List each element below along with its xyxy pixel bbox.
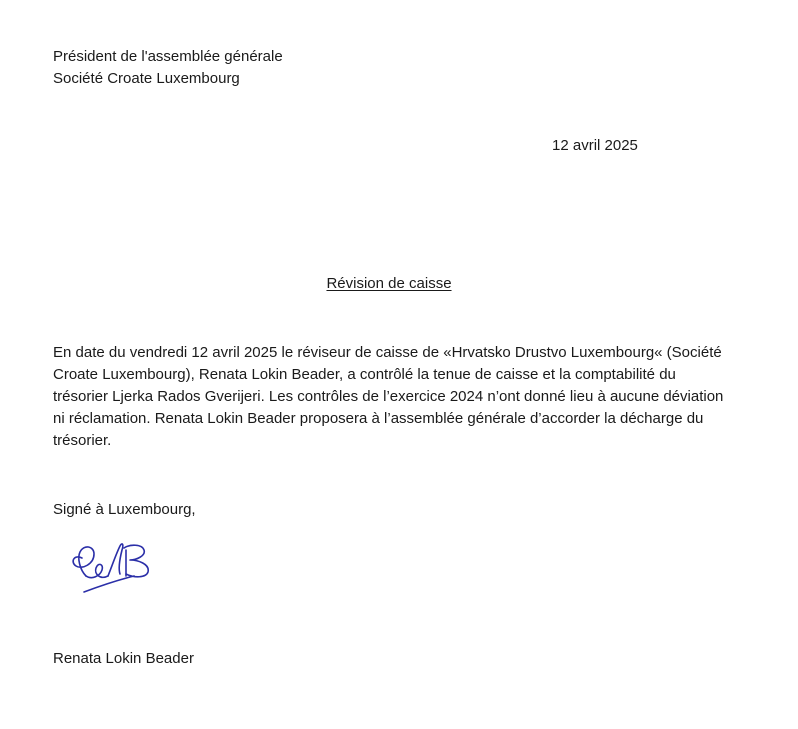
recipient-block [53,46,283,90]
body-line: En date du vendredi 12 avril 2025 le réviseur de caisse de «Hrvatsko Drustvo Luxembourg« (Société [53,344,722,361]
closing-line: Signé à Luxembourg, [53,501,196,518]
handwritten-signature-icon [64,536,164,598]
subject-text: Révision de caisse [326,275,452,292]
signer-name: Renata Lokin Beader [53,650,194,667]
body-line: trésorier. [53,432,112,449]
body-line: Croate Luxembourg), Renata Lokin Beader, a contrôlé la tenue de caisse et la comptabilité du [53,366,676,383]
letter-subject [0,273,778,295]
recipient-title: Président de l'assemblée générale [53,48,283,65]
letter-date: 12 avril 2025 [552,137,638,154]
letter-body [53,342,753,452]
body-line: trésorier Ljerka Rados Gverijeri. Les contrôles de l’exercice 2024 n’ont donné lieu à aucune déviation [53,388,724,405]
recipient-organization: Société Croate Luxembourg [53,70,240,87]
body-line: ni réclamation. Renata Lokin Beader proposera à l’assemblée générale d’accorder la décharge du [53,410,704,427]
